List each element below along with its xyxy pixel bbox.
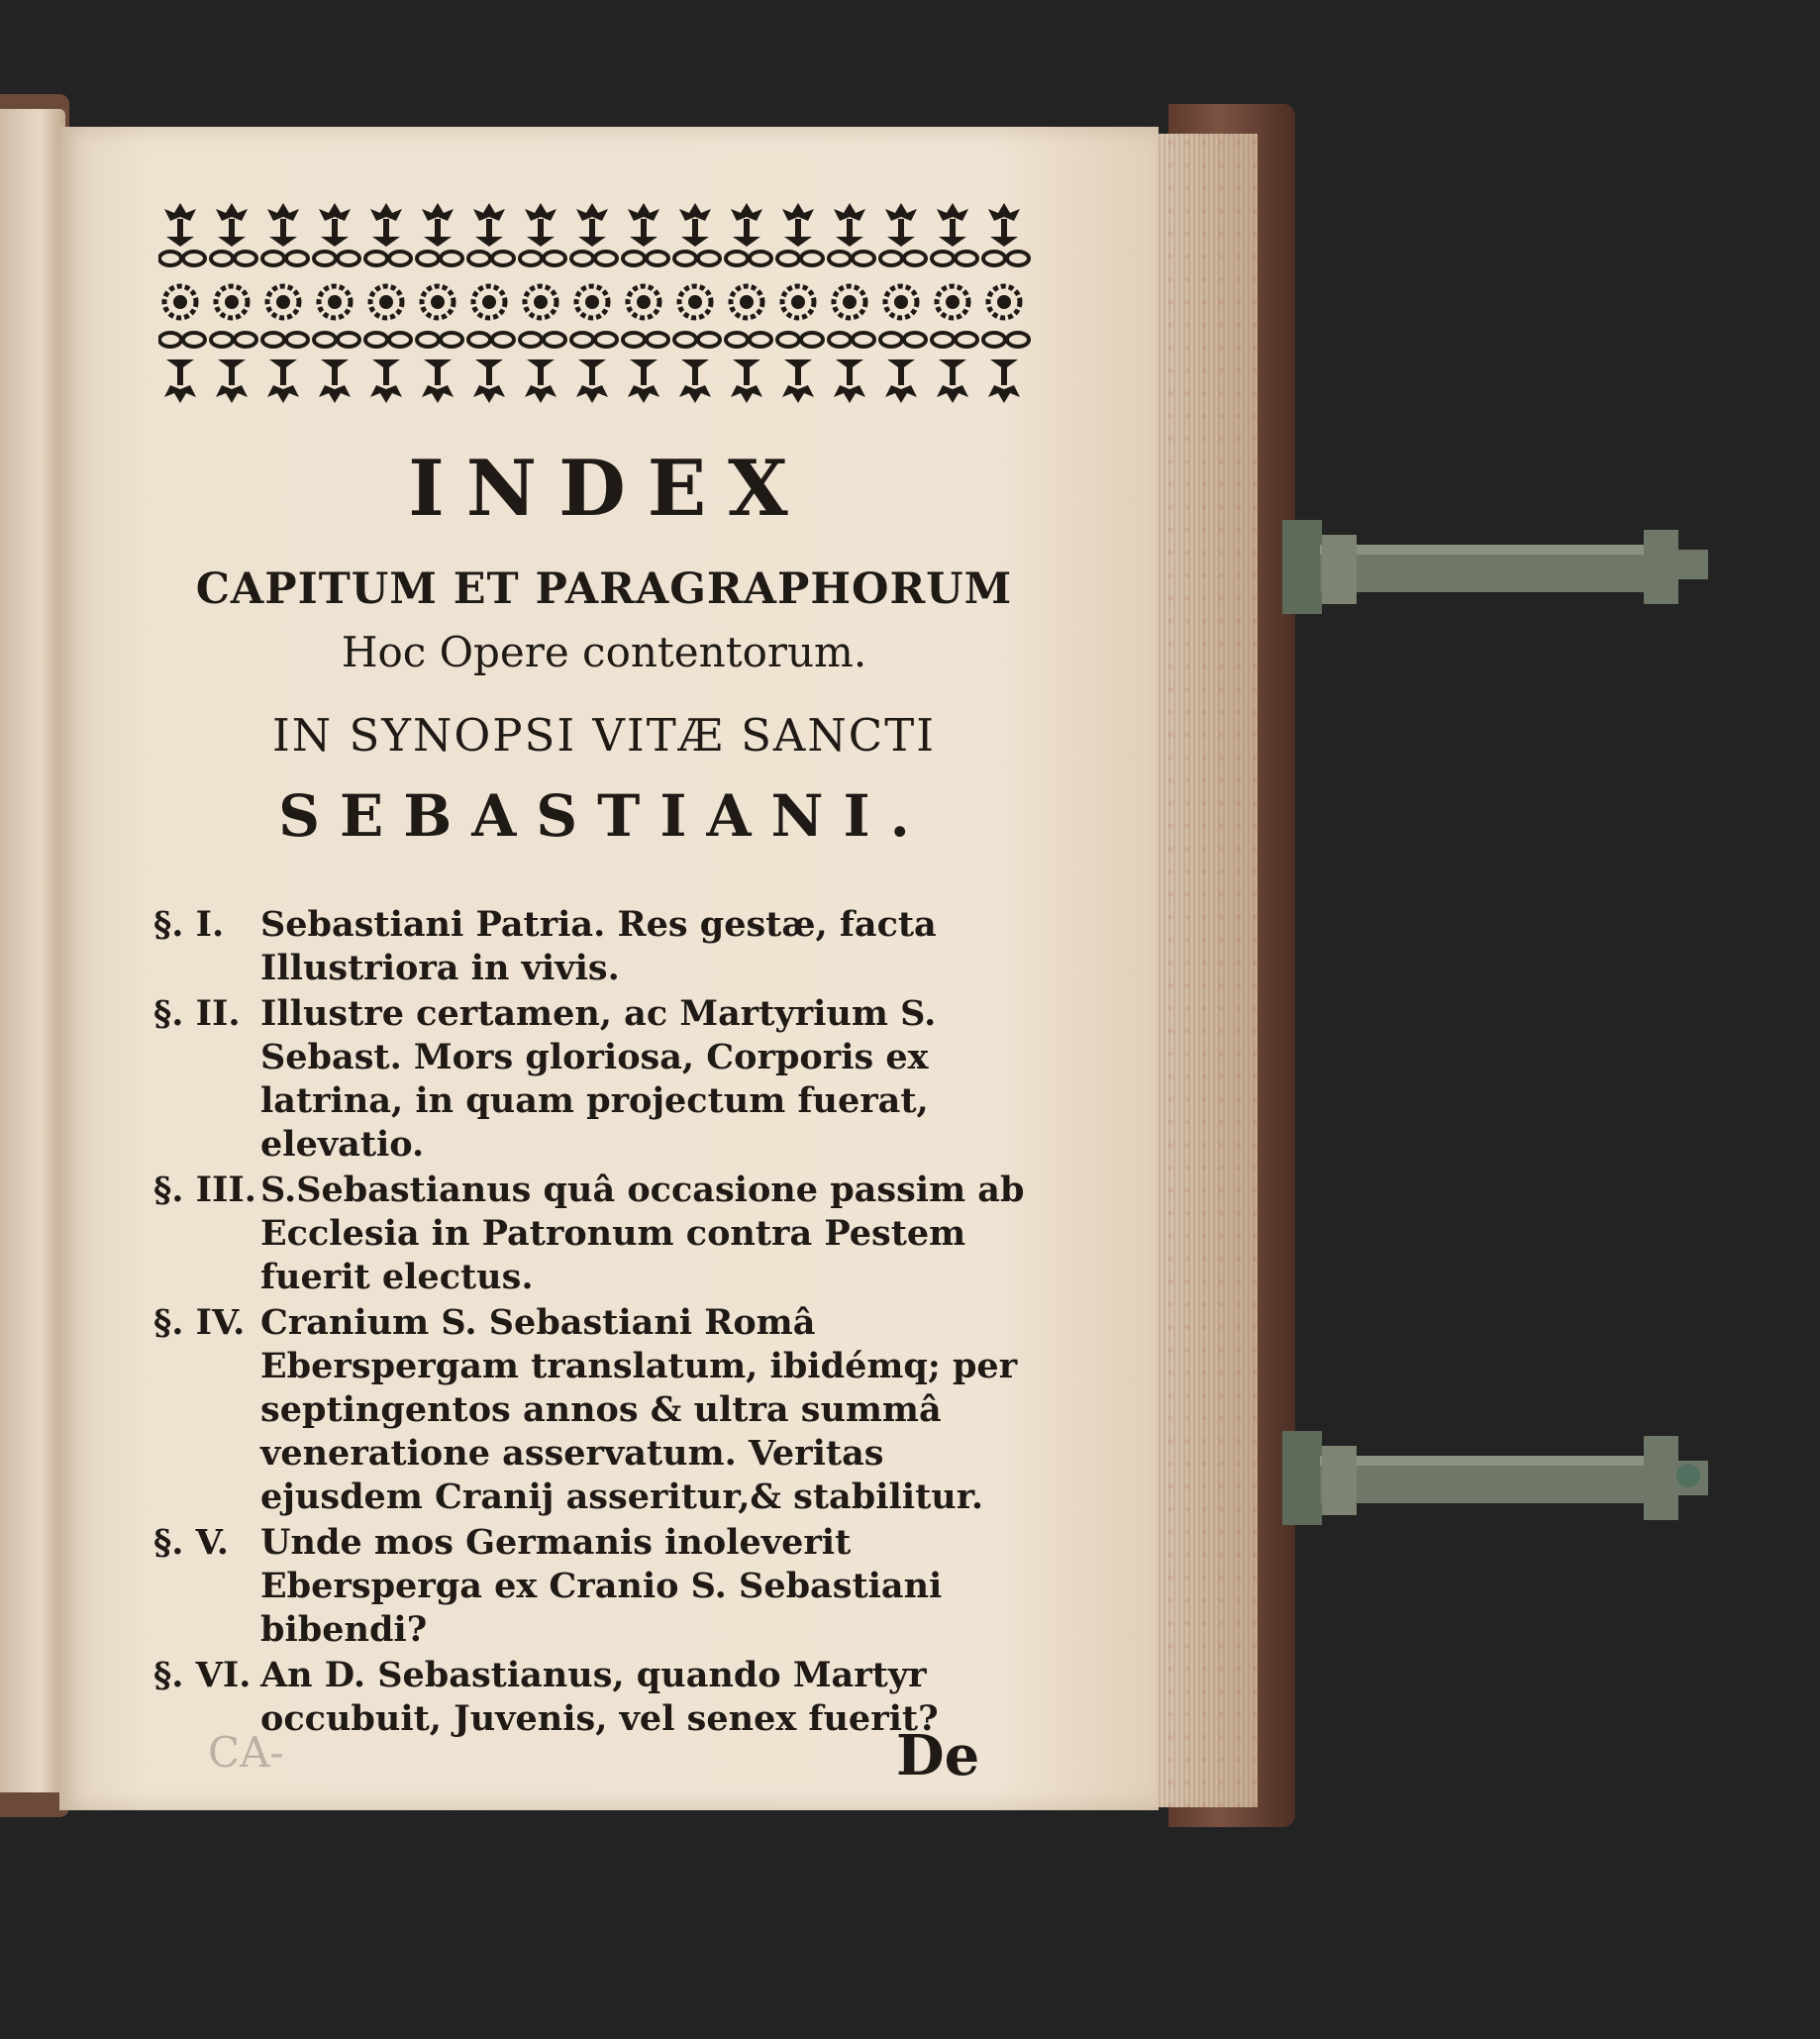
paragraph-number: §. IV.: [153, 1302, 246, 1343]
paragraph-summary: Sebastiani Patria. Res gestæ, facta Illustriora in vivis.: [260, 904, 937, 988]
synopsi-heading: IN SYNOPSI VITÆ SANCTI: [271, 709, 936, 762]
bleed-through-text: CA-: [208, 1728, 284, 1777]
paragraph-number: §. V.: [153, 1522, 229, 1563]
paragraph-number: §. I.: [153, 904, 225, 945]
paragraph-summary: Unde mos Germanis inoleverit Ebersperga ex Cranio S. Sebastiani bibendi?: [260, 1522, 943, 1650]
paragraph-number: §. II.: [153, 993, 241, 1034]
sebastiani-heading: SEBASTIANI.: [278, 782, 930, 850]
upper-clasp: [1282, 510, 1718, 624]
page-fore-edge: [1149, 134, 1258, 1807]
capitum-heading: CAPITUM ET PARAGRAPHORUM: [195, 564, 1013, 614]
contentorum-line: Hoc Opere contentorum.: [341, 628, 867, 676]
paragraph-summary: S.Sebastianus quâ occasione passim ab Ecclesia in Patronum contra Pestem fuerit electus.: [260, 1170, 1025, 1297]
paragraph-summary: An D. Sebastianus, quando Martyr occubuit, Juvenis, vel senex fuerit?: [260, 1655, 939, 1739]
index-heading: INDEX: [408, 444, 810, 534]
index-entry: [153, 1169, 1050, 1299]
printers-ornament-band: [158, 203, 1045, 416]
paragraph-summary: Cranium S. Sebastiani Româ Eberspergam translatum, ibidémq; per septingentos annos & ultra summâ veneratione asservatum. Veritas ejusdem Cranij asseritur,& stabilitur.: [260, 1302, 1018, 1517]
index-entry: [153, 1301, 1050, 1519]
paragraph-number: §. III.: [153, 1170, 256, 1210]
index-entry: [153, 992, 1050, 1167]
index-entry: [153, 1521, 1050, 1652]
catchword: De: [896, 1723, 980, 1788]
index-entries: [153, 903, 1050, 1743]
left-page-edge: [0, 109, 65, 1792]
paragraph-number: §. VI.: [153, 1655, 252, 1695]
index-entry: [153, 903, 1050, 990]
lower-clasp: [1282, 1421, 1718, 1535]
paragraph-summary: Illustre certamen, ac Martyrium S. Sebast. Mors gloriosa, Corporis ex latrina, in quam projectum fuerat, elevatio.: [260, 993, 937, 1165]
